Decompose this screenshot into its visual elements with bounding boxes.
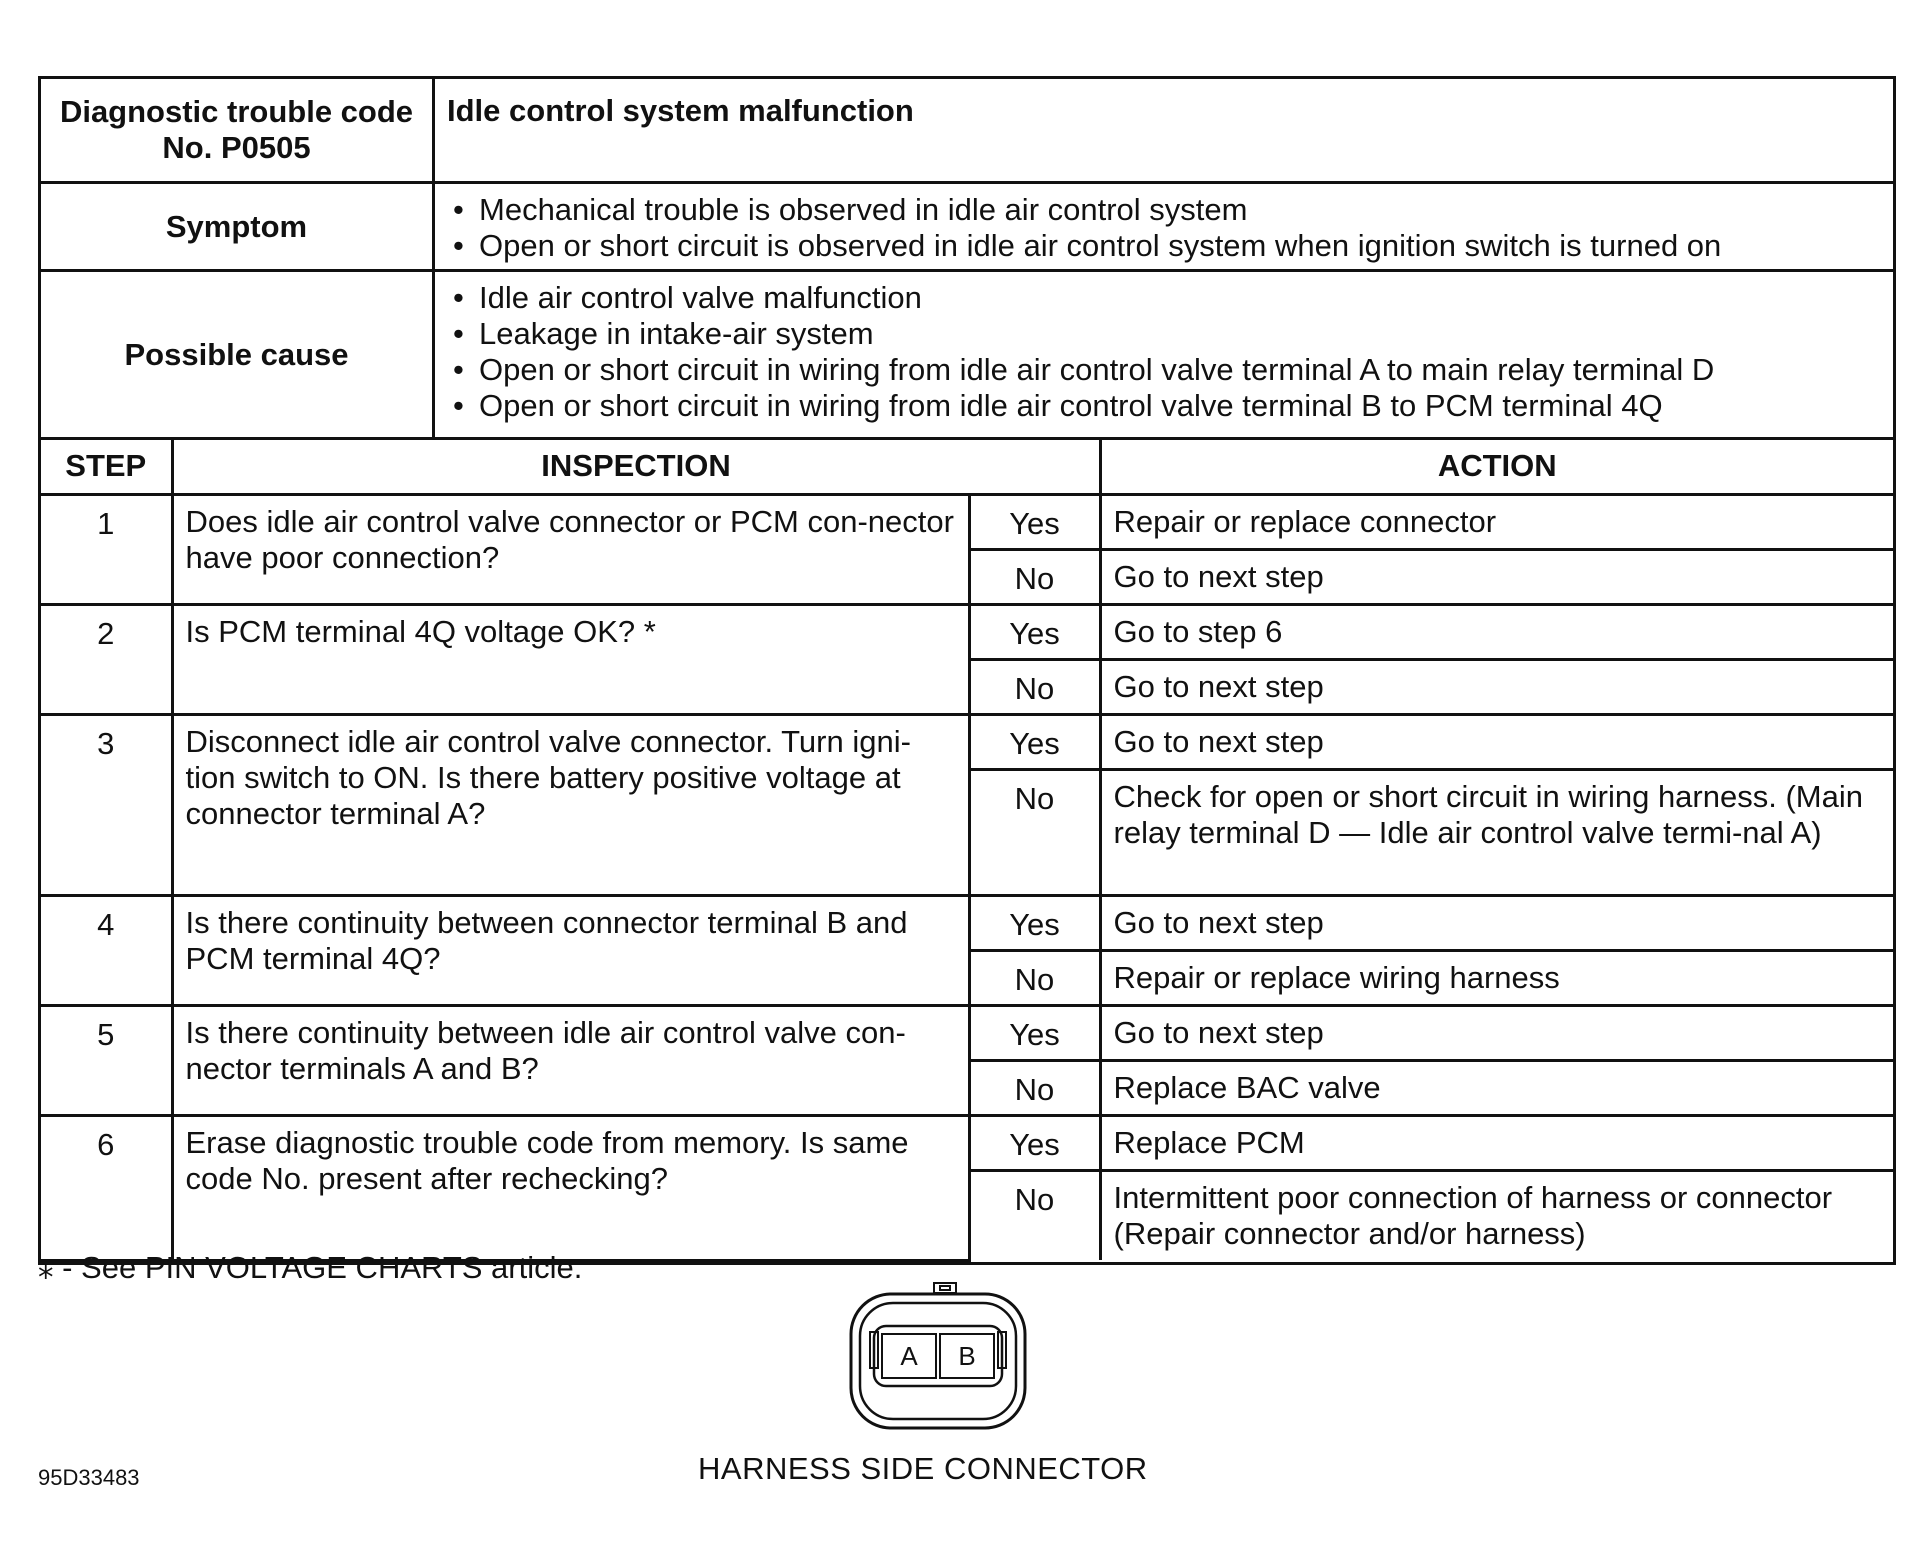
connector-inner-body [860, 1303, 1016, 1419]
yes-label: Yes [969, 1005, 1100, 1060]
table-header-row [41, 440, 1893, 494]
yes-label: Yes [969, 714, 1100, 769]
cause-item: • Open or short circuit in wiring from idle air control valve terminal A to main relay terminal D [447, 352, 1881, 388]
step-number: 4 [41, 895, 172, 1005]
footnote: ⁎ - See PIN VOLTAGE CHARTS article. [38, 1250, 583, 1285]
terminal-b-label: B [958, 1341, 976, 1371]
yes-label: Yes [969, 494, 1100, 549]
no-action: Intermittent poor connection of harness or connector (Repair connector and/or harness) [1100, 1170, 1893, 1260]
table-row [41, 1115, 1893, 1170]
no-action: Go to next step [1100, 549, 1893, 604]
dtc-title: Idle control system malfunction [447, 93, 914, 128]
yes-action: Go to next step [1100, 714, 1893, 769]
cause-item: • Open or short circuit in wiring from idle air control valve terminal B to PCM terminal 4Q [447, 388, 1881, 424]
step-number: 6 [41, 1115, 172, 1260]
connector-latch-tab [934, 1283, 956, 1293]
no-label: No [969, 659, 1100, 714]
inspection-text: Does idle air control valve connector or PCM con-nector have poor connection? [172, 494, 969, 604]
step-number: 1 [41, 494, 172, 604]
yes-label: Yes [969, 895, 1100, 950]
table-row [41, 1005, 1893, 1060]
yes-action: Go to next step [1100, 895, 1893, 950]
action-column-header: ACTION [1100, 440, 1893, 494]
cause-item: • Idle air control valve malfunction [447, 280, 1881, 316]
no-action: Repair or replace wiring harness [1100, 950, 1893, 1005]
inspection-text: Erase diagnostic trouble code from memory. Is same code No. present after rechecking? [172, 1115, 969, 1260]
symptom-list [447, 192, 1881, 264]
step-number: 3 [41, 714, 172, 895]
yes-label: Yes [969, 1115, 1100, 1170]
symptom-row [41, 184, 1893, 272]
possible-cause-label: Possible cause [41, 272, 435, 437]
inspection-text: Is there continuity between connector terminal B and PCM terminal 4Q? [172, 895, 969, 1005]
inspection-table [41, 440, 1893, 1262]
step-number: 5 [41, 1005, 172, 1115]
no-label: No [969, 1170, 1100, 1260]
no-label: No [969, 549, 1100, 604]
table-row [41, 714, 1893, 769]
inspection-column-header: INSPECTION [172, 440, 1100, 494]
symptom-item: • Open or short circuit is observed in idle air control system when ignition switch is turned on [447, 228, 1881, 264]
cause-list-cell [435, 272, 1893, 437]
step-number: 2 [41, 604, 172, 714]
table-row [41, 494, 1893, 549]
no-label: No [969, 769, 1100, 895]
inspection-text: Is PCM terminal 4Q voltage OK? * [172, 604, 969, 714]
no-action: Replace BAC valve [1100, 1060, 1893, 1115]
dtc-header-row [41, 79, 1893, 184]
inspection-text: Disconnect idle air control valve connector. Turn igni-tion switch to ON. Is there battery positive voltage at connector terminal A? [172, 714, 969, 895]
no-action: Check for open or short circuit in wiring harness. (Main relay terminal D — Idle air control valve termi-nal A) [1100, 769, 1893, 895]
figure-id: 95D33483 [38, 1465, 140, 1490]
cause-item: • Leakage in intake-air system [447, 316, 1881, 352]
no-label: No [969, 950, 1100, 1005]
yes-action: Replace PCM [1100, 1115, 1893, 1170]
yes-action: Go to next step [1100, 1005, 1893, 1060]
dtc-code-label: Diagnostic trouble code No. P0505 [41, 79, 435, 181]
no-action: Go to next step [1100, 659, 1893, 714]
possible-cause-row [41, 272, 1893, 440]
yes-label: Yes [969, 604, 1100, 659]
inspection-text: Is there continuity between idle air control valve con-nector terminals A and B? [172, 1005, 969, 1115]
connector-latch-slot [940, 1286, 950, 1290]
table-row [41, 604, 1893, 659]
yes-action: Go to step 6 [1100, 604, 1893, 659]
symptom-item: • Mechanical trouble is observed in idle air control system [447, 192, 1881, 228]
dtc-frame [38, 76, 1896, 1265]
table-row [41, 895, 1893, 950]
symptom-label: Symptom [41, 184, 435, 269]
harness-connector-diagram [848, 1282, 1028, 1432]
terminal-a-label: A [900, 1341, 918, 1371]
yes-action: Repair or replace connector [1100, 494, 1893, 549]
connector-caption: HARNESS SIDE CONNECTOR [698, 1451, 1148, 1486]
step-column-header: STEP [41, 440, 172, 494]
cause-list [447, 280, 1881, 424]
symptom-list-cell [435, 184, 1893, 269]
no-label: No [969, 1060, 1100, 1115]
